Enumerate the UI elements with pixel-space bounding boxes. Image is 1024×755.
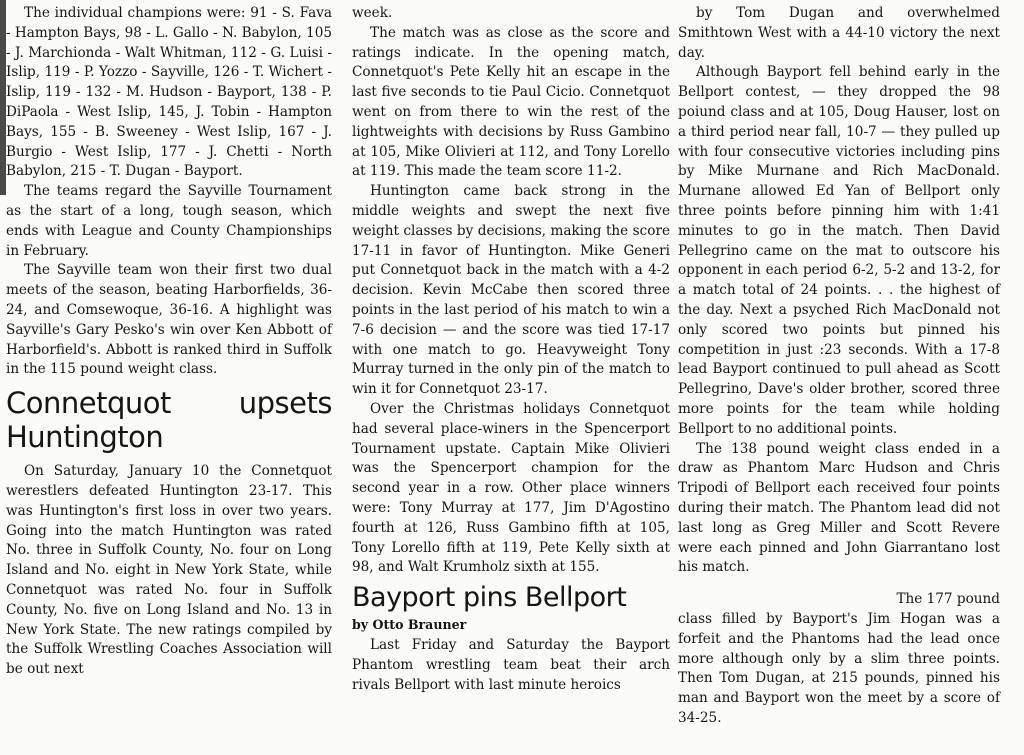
article-paragraph-177-rest: class filled by Bayport's Jim Hogan was a forfeit and the Phantoms had the lead once more although only by a slim three points. Then Tom Dugan, at 215 pounds, pinned his man and Bayport won the meet by a score of 34-25. — [678, 610, 1000, 726]
column-3 — [678, 4, 1000, 729]
paragraph-gap — [678, 578, 1000, 590]
byline: by Otto Brauner — [352, 617, 467, 633]
article-paragraph-teams: The teams regard the Sayville Tournament as the start of a long, tough season, which ends with League and County Championships in February. — [6, 183, 332, 259]
column-2 — [352, 4, 670, 696]
article-paragraph-week: week. — [352, 5, 393, 21]
article-paragraph-dugan: by Tom Dugan and overwhelmed Smithtown West with a 44-10 victory the next day. — [678, 5, 1000, 61]
article-paragraph-huntington: Huntington came back strong in the middle weights and swept the next five weight classes by decisions, making the score 17-11 in favor of Huntington. Mike Generi put Connetquot back in the match with a 4-2 decision. Kevin McCabe then scored three points in the last period of his match to win a 7-6 decision — and the score was tied 17-17 with one match to go. Heavyweight Tony Murray turned in the only pin of the match to win it for Connetquot 23-17. — [352, 183, 670, 398]
article-paragraph-177-lead: The 177 pound — [896, 591, 1000, 608]
article-paragraph-saturday: On Saturday, January 10 the Connetquot werestlers defeated Huntington 23-17. This was Huntington's first loss in over two years. Going into the match Huntington was rated No. three in Suffolk County, No. four on Long Island and No. eight in New York State, while Connetquot was rated No. four in Suffolk County, No. five on Long Island and No. 13 in New York State. The new ratings compiled by the Suffolk Wrestling Coaches Association will be out next — [6, 463, 332, 678]
article-paragraph-christmas: Over the Christmas holidays Connetquot had several place-winers in the Spencerport Tournament upstate. Captain Mike Olivieri was the Spencerport champion for the second year in a row. Other place winners were: Tony Murray at 177, Jim D'Agostino fourth at 126, Russ Gambino fifth at 105, Tony Lorello fifth at 119, Pete Kelly sixth at 98, and Walt Krumholz sixth at 155. — [352, 400, 670, 576]
article-paragraph-friday: Last Friday and Saturday the Bayport Phantom wrestling team beat their arch rivals Bellport with last minute heroics — [352, 637, 670, 693]
article-paragraph-champions: The individual champions were: 91 - S. Fava - Hampton Bays, 98 - L. Gallo - N. Babylon, 105 - J. Marchionda - Walt Whitman, 112 - G. Luisi - Islip, 119 - P. Yozzo - Sayville, 126 - T. Wichert - Islip, 119 - 132 - M. Hudson - Bayport, 138 - P. DiPaola - West Islip, 145, J. Tobin - Hampton Bays, 155 - B. Sweeney - West Islip, 167 - J. Burgio - West Islip, 177 - J. Chetti - North Babylon, 215 - T. Dugan - Bayport. — [6, 5, 332, 180]
column-1 — [6, 4, 332, 680]
article-paragraph-138: The 138 pound weight class ended in a draw as Phantom Marc Hudson and Chris Tripodi of Bellport each received four points during their match. The Phantom lead did not last long as Greg Miller and Scott Revere were each pinned and John Giarrantano lost his match. — [678, 440, 1000, 576]
article-paragraph-sayville: The Sayville team won their first two dual meets of the season, beating Harborfields, 36-24, and Comsewoque, 36-16. A highlight was Sayville's Gary Pesko's win over Ken Abbott of Harborfield's. Abbott is ranked third in Suffolk in the 115 pound weight class. — [6, 262, 332, 378]
article-paragraph-match: The match was as close as the score and ratings indicate. In the opening match, Connetquot's Pete Kelly hit an escape in the last five seconds to tie Paul Cicio. Connetquot went on from there to win the rest of the lightweights with decisions by Russ Gambino at 105, Mike Olivieri at 112, and Tony Lorello at 119. This made the team score 11-2. — [352, 24, 670, 180]
headline-bayport-pins-bellport: Bayport pins Bellport — [352, 582, 627, 614]
article-paragraph-although: Although Bayport fell behind early in the Bellport contest, — they dropped the 98 poiund class and at 105, Doug Hauser, lost on a third period near fall, 10-7 — they pulled up with four consecutive victories including pins by Mike Murnane and Rich MacDonald. Murnane allowed Ed Yan of Bellport only three points before pinning him with 1:41 minutes to go in the match. Then David Pellegrino came on the mat to outscore his opponent in each period 6-2, 5-2 and 13-2, for a match total of 24 points. . . the highest of the day. Next a psyched Rich MacDonald not only scored two points but pinned his competition in just :23 seconds. With a 17-8 lead Bayport continued to pull ahead as Scott Pellegrino, Dave's older brother, scored three more points for the team while holding Bellport to no additional points. — [678, 64, 1000, 437]
headline-connetquot-upsets-huntington: Connetquot upsets Huntington — [6, 386, 332, 455]
